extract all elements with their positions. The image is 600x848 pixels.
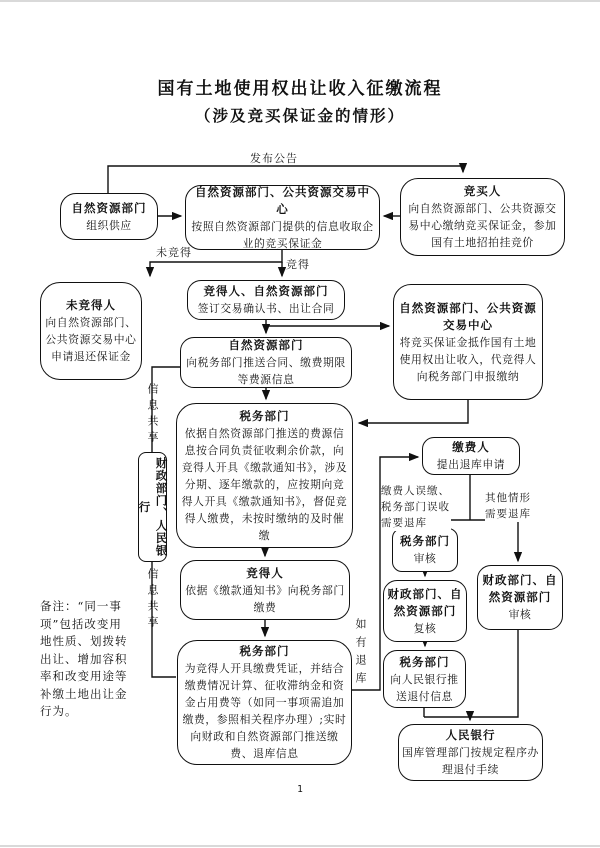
page-title: 国有土地使用权出让收入征缴流程 bbox=[157, 79, 443, 99]
node-body: 向人民银行推送退付信息 bbox=[390, 672, 459, 703]
footnote: 备注：“同一事项”包括改变用地性质、划拨转出让、增加容积率和改变用途等补缴土地出让金行为。 bbox=[40, 599, 128, 718]
node-trading-center-collect-deposit bbox=[185, 185, 380, 250]
edge-label-other-refund: 其他情形需要退库 bbox=[485, 492, 531, 520]
node-body: 向税务部门推送合同、缴费期限等费源信息 bbox=[186, 356, 346, 386]
node-title: 税务部门 bbox=[399, 654, 450, 669]
node-body: 将竞买保证金抵作国有土地使用权出让收入，代竞得人向税务部门申报缴纳 bbox=[399, 335, 537, 383]
node-finance-review bbox=[477, 565, 563, 630]
edge-label-mispaid-refund: 缴费人误缴、税务部门误收需要退库 bbox=[381, 485, 450, 529]
node-title: 自然资源部门 bbox=[228, 338, 304, 352]
node-body: 审核 bbox=[413, 552, 437, 565]
node-body: 组织供应 bbox=[86, 218, 132, 232]
node-body: 按照自然资源部门提供的信息收取企业的竞买保证金 bbox=[191, 219, 374, 250]
edge-label-not-won: 未竞得 bbox=[156, 246, 192, 259]
node-body: 审核 bbox=[508, 608, 532, 621]
node-tax-collect-remaining bbox=[176, 403, 353, 548]
node-title: 税务部门 bbox=[400, 534, 450, 548]
node-tax-issue-voucher bbox=[177, 640, 352, 765]
node-winner-pay-fee bbox=[180, 560, 350, 620]
node-tax-push-refund-info bbox=[383, 650, 466, 708]
node-title: 财政部门、自然资源部门 bbox=[482, 573, 558, 604]
node-title: 未竞得人 bbox=[66, 298, 116, 312]
node-deposit-offset-declare bbox=[393, 284, 543, 400]
node-bidder-pay-deposit bbox=[400, 178, 565, 256]
edge-label-if-refund: 如有退库 bbox=[354, 618, 367, 690]
node-title: 缴费人 bbox=[452, 440, 490, 454]
node-body: 复核 bbox=[413, 621, 437, 635]
node-title: 财政部门、人民银行 bbox=[137, 457, 169, 557]
node-body: 依据自然资源部门推送的费源信息按合同负责征收剩余价款，向竞得人开具《缴款通知书》，涉及分期、逐年缴款的，应按期向竞得人开具《缴款通知书》，督促竞得人缴费，未按时缴纳的及时催缴 bbox=[181, 426, 348, 542]
page-subtitle: （涉及竞买保证金的情形） bbox=[194, 106, 405, 125]
node-tax-review bbox=[392, 528, 458, 572]
node-title: 自然资源部门 bbox=[71, 200, 147, 215]
node-winner-sign-contract bbox=[187, 280, 345, 320]
node-finance-pboc-vertical bbox=[138, 452, 167, 562]
node-body: 为竞得人开具缴费凭证，并结合缴费情况计算、征收滞纳金和资金占用费等（如同一事项需追加缴费，参照相关程序办理）;实时向财政和自然资源部门推送缴费、退库信息 bbox=[182, 662, 347, 760]
node-title: 财政部门、自然资源部门 bbox=[387, 586, 463, 618]
edge-label-won: 竞得 bbox=[286, 258, 310, 271]
node-natural-resources-supply bbox=[60, 193, 158, 240]
node-body: 向自然资源部门、公共资源交易中心缴纳竞买保证金，参加国有土地招拍挂竞价 bbox=[408, 202, 557, 249]
edge-label-info-share-bottom: 信息共享 bbox=[146, 568, 159, 632]
node-push-fee-source-info bbox=[180, 337, 352, 388]
edge-label-info-share-top: 信息共享 bbox=[146, 383, 159, 447]
node-body: 提出退库申请 bbox=[436, 458, 506, 471]
node-title: 税务部门 bbox=[239, 644, 290, 658]
node-finance-recheck bbox=[383, 580, 467, 642]
node-title: 竞买人 bbox=[463, 184, 502, 198]
node-payer-refund-application bbox=[422, 437, 520, 475]
node-title: 竞得人、自然资源部门 bbox=[203, 284, 329, 298]
node-body: 向自然资源部门、公共资源交易中心申请退还保证金 bbox=[45, 316, 137, 363]
node-body: 国库管理部门按规定程序办理退付手续 bbox=[402, 746, 539, 776]
node-losing-bidder-refund bbox=[40, 282, 142, 380]
node-body: 签订交易确认书、出让合同 bbox=[197, 302, 335, 315]
node-body: 依据《缴款通知书》向税务部门缴费 bbox=[185, 583, 345, 614]
node-title: 竞得人 bbox=[246, 565, 284, 580]
node-title: 税务部门 bbox=[239, 408, 290, 423]
node-title: 自然资源部门、公共资源交易中心 bbox=[195, 184, 370, 216]
page-number: 1 bbox=[297, 784, 303, 795]
edge-label-publish-notice: 发布公告 bbox=[250, 152, 298, 165]
node-title: 自然资源部门、公共资源交易中心 bbox=[399, 300, 537, 332]
node-peoples-bank-refund bbox=[398, 724, 543, 781]
node-title: 人民银行 bbox=[445, 728, 496, 742]
